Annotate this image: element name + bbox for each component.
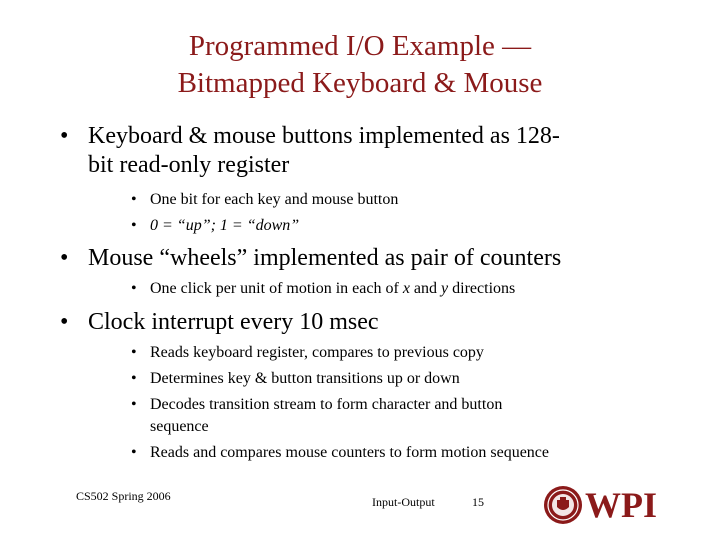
sub-bullet-text: One bit for each key and mouse button	[150, 191, 399, 208]
sub-bullet-text: Decodes transition stream to form character and button	[150, 396, 503, 413]
text-run: directions	[448, 280, 516, 297]
sub-bullet-text-continued: sequence	[150, 418, 209, 435]
wpi-logo	[543, 483, 657, 527]
bullet-marker: •	[60, 123, 69, 149]
slide-title	[0, 28, 720, 102]
sub-bullet-text	[150, 278, 660, 300]
bullet-marker: •	[60, 309, 69, 335]
sub-bullet-text: Reads keyboard register, compares to previous copy	[150, 344, 484, 361]
sub-bullet-marker: •	[131, 344, 137, 361]
slide-title-line-1: Programmed I/O Example —	[188, 30, 532, 62]
variable-x: x	[402, 280, 410, 297]
bullet-text: Mouse “wheels” implemented as pair of counters	[88, 245, 562, 271]
sub-bullet-marker: •	[131, 217, 137, 234]
footer-topic: Input-Output	[372, 495, 435, 509]
footer-page-number: 15	[472, 495, 484, 509]
sub-bullet-text: 0 = “up”; 1 = “down”	[150, 217, 300, 234]
sub-bullet-marker: •	[131, 191, 137, 208]
text-run: and	[409, 280, 442, 297]
bullet-marker: •	[60, 245, 69, 271]
sub-bullet-marker: •	[131, 396, 137, 413]
bullet-text: Keyboard & mouse buttons implemented as 128-	[88, 123, 560, 149]
variable-y: y	[441, 280, 449, 297]
wpi-logo-text: WPI	[585, 485, 657, 525]
sub-bullet-marker: •	[131, 444, 137, 461]
footer-course: CS502 Spring 2006	[76, 489, 171, 503]
sub-bullet-marker: •	[131, 370, 137, 387]
bullet-text: Clock interrupt every 10 msec	[88, 309, 379, 335]
bullet-text-continued: bit read-only register	[88, 152, 290, 178]
sub-bullet-marker: •	[131, 280, 137, 297]
sub-bullet-text: Reads and compares mouse counters to form motion sequence	[150, 444, 549, 461]
slide-title-line-2: Bitmapped Keyboard & Mouse	[177, 67, 543, 99]
text-run: One click per unit of motion in each of	[150, 280, 403, 297]
sub-bullet-text: Determines key & button transitions up or down	[150, 370, 460, 387]
